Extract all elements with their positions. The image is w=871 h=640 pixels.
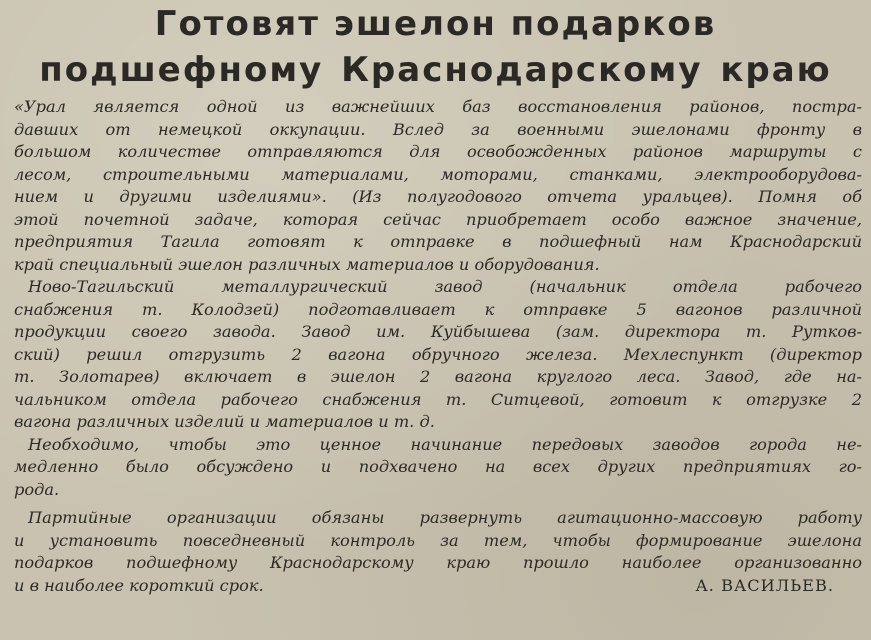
text-line: этой почетной задаче, которая сейчас приобретает особо важное значение, [14,209,862,229]
paragraph-3 [14,434,862,502]
headline-line-2: подшефному Краснодарскому краю [39,50,832,90]
text-line: нием и другими изделиями». (Из полугодового отчета уральцев). Помня об [14,187,862,206]
text-line: Ново-Тагильский металлургический завод (начальник отдела рабочего [28,277,862,296]
paragraph-4 [14,507,862,597]
text-line: Необходимо, чтобы это ценное начинание передовых заводов города не- [28,434,862,454]
text-line: большом количестве отправляются для освобожденных районов маршруты с [14,142,862,161]
article-body [14,96,862,597]
text-line: «Урал является одной из важнейших баз восстановления районов, постра- [14,97,862,116]
paragraph-1 [14,96,862,276]
text-line: Партийные организации обязаны развернуть агитационно-массовую работу [28,508,862,527]
text-line: и установить повседневный контроль за тем, чтобы формирование эшелона [14,530,862,550]
text-line: вагона различных изделий и материалов и т. д. [14,412,435,431]
headline-line-1: Готовят эшелон подарков [154,4,717,44]
text-line: ский) решил отгрузить 2 вагона обручного железа. Мехлеспункт (директор [14,344,862,364]
text-line: подарков подшефному Краснодарскому краю прошло наиболее организованно [14,553,862,572]
text-line: давших от немецкой оккупации. Вслед за военными эшелонами фронту в [14,119,862,139]
text-line: предприятия Тагила готовят к отправке в подшефный нам Краснодарский [14,232,862,251]
text-line: продукции своего завода. Завод им. Куйбышева (зам. директора т. Рутков- [14,322,862,341]
text-line: медленно было обсуждено и подхвачено на всех других предприятиях го- [14,457,862,476]
text-line: т. Золотарев) включает в эшелон 2 вагона круглого леса. Завод, где на- [14,367,862,386]
author-signature: А. ВАСИЛЬЕВ. [695,575,834,595]
text-line: и в наиболее короткий срок. [14,575,264,595]
paragraph-2 [14,276,862,434]
text-line: снабжения т. Колодзей) подготавливает к отправке 5 вагонов различной [14,299,862,319]
text-line: лесом, строительными материалами, моторами, станками, электрооборудова- [14,164,862,184]
text-line: чальником отдела рабочего снабжения т. Ситцевой, готовит к отгрузке 2 [14,389,862,409]
text-line: рода. [14,479,60,499]
final-line-with-signature [14,575,862,598]
text-line: край специальный эшелон различных материалов и оборудования. [14,254,600,274]
